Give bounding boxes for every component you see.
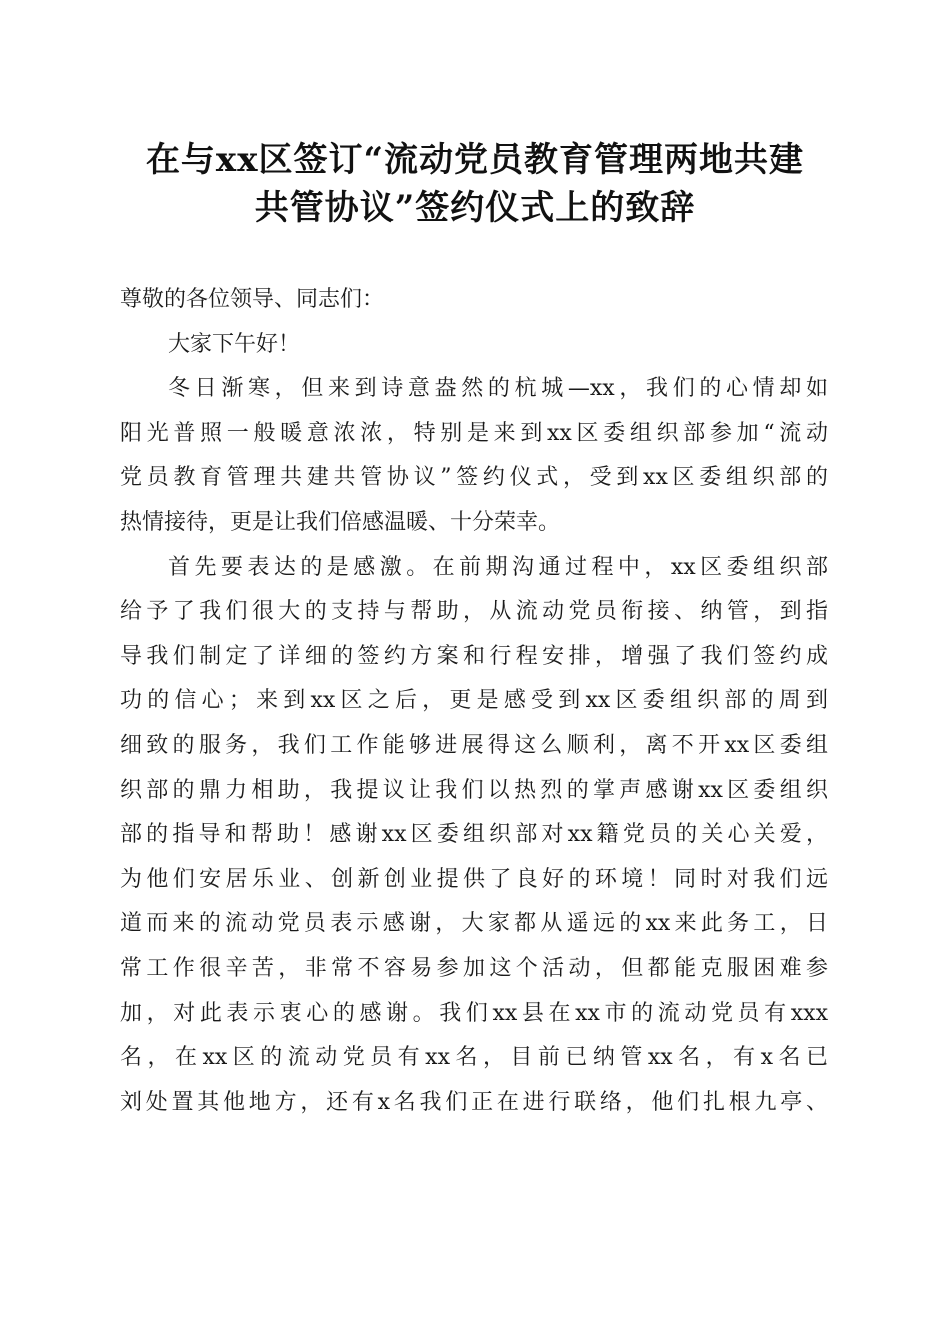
title-line-1: 在与xx区签订“流动党员教育管理两地共建	[145, 140, 805, 180]
paragraph-2-line: 常工作很辛苦，非常不容易参加这个活动，但都能克服困难参	[120, 955, 828, 981]
paragraph-2-line: 首先要表达的是感激。在前期沟通过程中，xx区委组织部	[168, 554, 828, 580]
title-line-2: 共管协议”签约仪式上的致辞	[254, 188, 696, 228]
paragraph-2-line: 给予了我们很大的支持与帮助，从流动党员衔接、纳管，到指	[120, 599, 828, 625]
paragraph-2-line: 功的信心；来到xx区之后，更是感受到xx区委组织部的周到	[120, 688, 828, 714]
greeting: 大家下午好！	[168, 331, 301, 357]
paragraph-2-line: 道而来的流动党员表示感谢，大家都从遥远的xx来此务工，日	[120, 911, 828, 937]
paragraph-1-line: 冬日渐寒，但来到诗意盎然的杭城—xx，我们的心情却如	[168, 376, 828, 402]
paragraph-1-line: 阳光普照一般暖意浓浓，特别是来到xx区委组织部参加“流动	[120, 420, 828, 446]
paragraph-2-line: 名，在xx区的流动党员有xx名，目前已纳管xx名，有x名已	[120, 1045, 828, 1071]
paragraph-2-line: 部的指导和帮助！感谢xx区委组织部对xx籍党员的关心关爱，	[120, 822, 828, 848]
paragraph-2-line: 刘处置其他地方，还有x名我们正在进行联络，他们扎根九亭、	[120, 1089, 828, 1115]
paragraph-2-line: 细致的服务，我们工作能够进展得这么顺利，离不开xx区委组	[120, 732, 828, 758]
paragraph-2-line: 加，对此表示衷心的感谢。我们xx县在xx市的流动党员有xxx	[120, 1000, 828, 1026]
document-title	[100, 136, 850, 232]
paragraph-2-line: 织部的鼎力相助，我提议让我们以热烈的掌声感谢xx区委组织	[120, 777, 828, 803]
paragraph-1-line: 党员教育管理共建共管协议”签约仪式，受到xx区委组织部的	[120, 465, 828, 491]
document-body	[120, 278, 828, 1125]
salutation: 尊敬的各位领导、同志们：	[120, 287, 385, 312]
paragraph-2-line: 导我们制定了详细的签约方案和行程安排，增强了我们签约成	[120, 643, 828, 669]
paragraph-2-line: 为他们安居乐业、创新创业提供了良好的环境！同时对我们远	[120, 866, 828, 892]
paragraph-1-line: 热情接待，更是让我们倍感温暖、十分荣幸。	[120, 509, 561, 535]
